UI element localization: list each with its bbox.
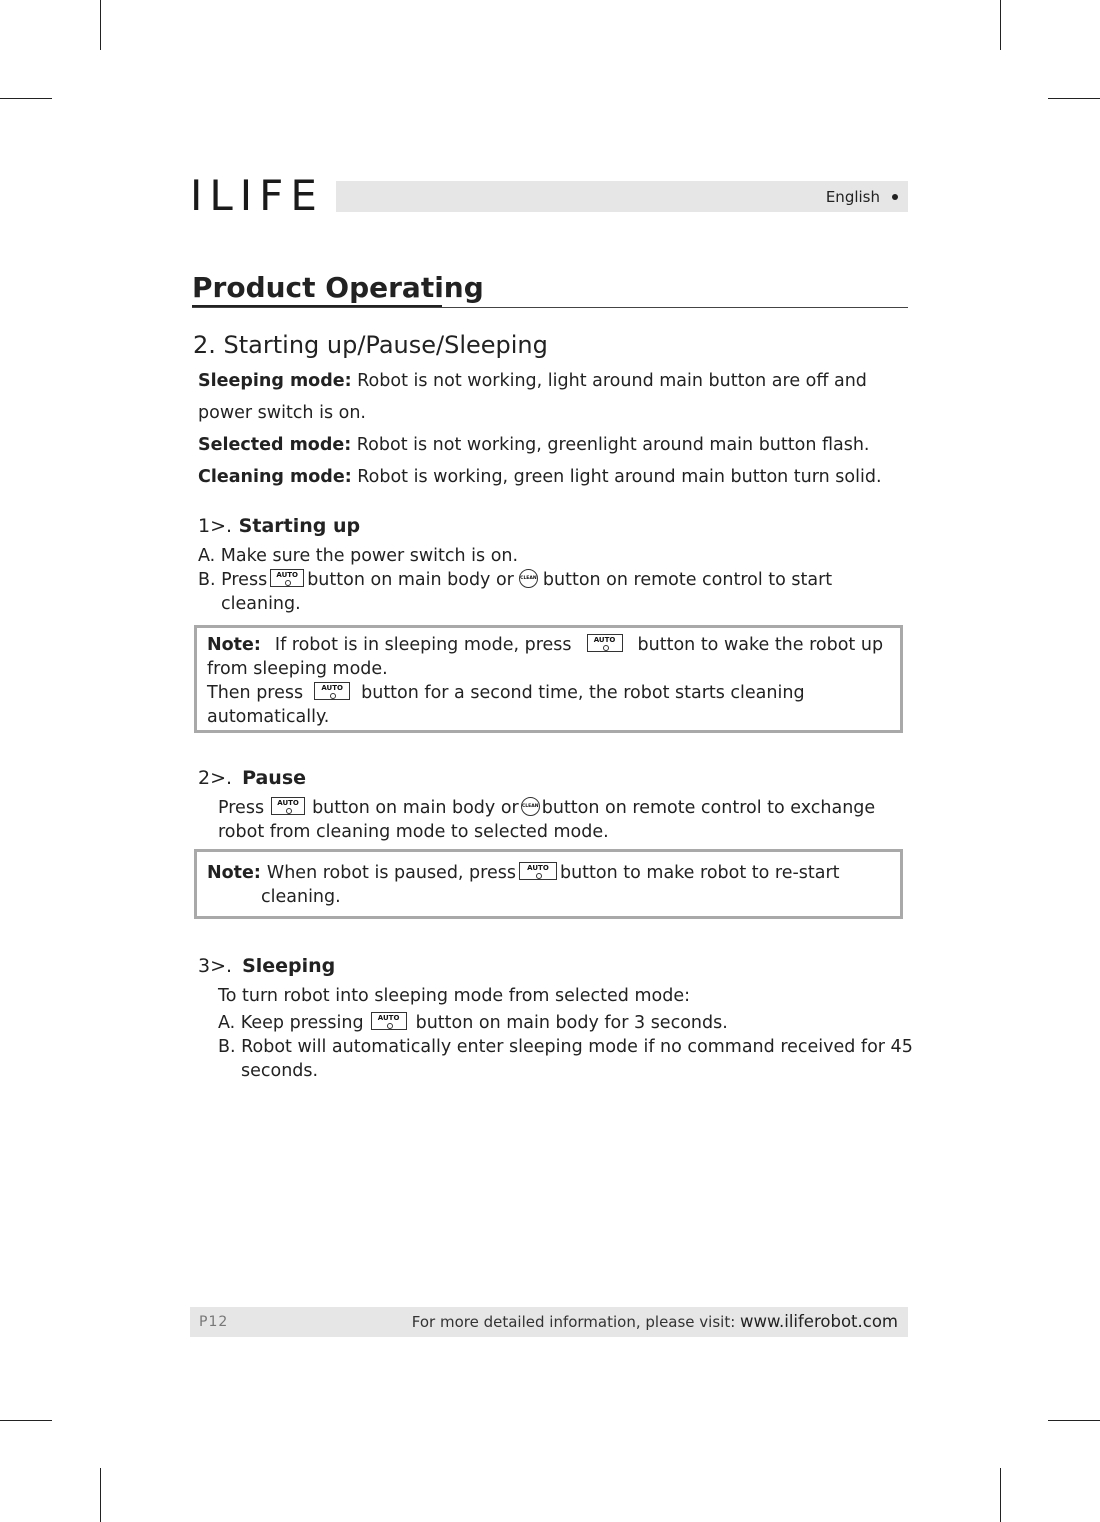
auto-icon-label: AUTO [321, 684, 343, 692]
heading-sleeping [198, 953, 335, 979]
footer-bar [190, 1307, 908, 1337]
pause-line [218, 796, 875, 820]
auto-icon-label: AUTO [377, 1014, 400, 1022]
note-label: Note: [207, 635, 261, 655]
heading-number: 3>. [198, 955, 233, 977]
power-icon [536, 873, 542, 879]
clean-button-icon [521, 797, 540, 816]
note-box-pause [194, 849, 903, 919]
power-icon [603, 645, 609, 651]
language-label: English [825, 188, 880, 206]
power-icon [286, 808, 292, 814]
title-underline [192, 305, 442, 307]
pause-line: robot from cleaning mode to selected mode. [218, 822, 609, 842]
note-line [207, 633, 883, 657]
crop-mark [100, 0, 101, 50]
language-indicator [826, 187, 898, 207]
auto-button-icon [314, 682, 350, 700]
auto-icon-label: AUTO [593, 636, 616, 644]
starting-step-b [198, 568, 832, 592]
mode-label: Selected mode: [198, 435, 352, 455]
heading-pause [198, 765, 306, 791]
bullet-icon [892, 194, 898, 200]
heading-text: Pause [242, 767, 307, 789]
footer-info [412, 1312, 898, 1332]
mode-text: Robot is not working, greenlight around main button flash. [351, 435, 870, 455]
note-line [207, 861, 840, 885]
mode-sleeping [198, 369, 867, 393]
clean-icon-label: CLEAN [520, 575, 537, 581]
mode-sleeping-cont [198, 401, 366, 425]
step-text: button on main body or [312, 798, 519, 818]
crop-mark [1000, 0, 1001, 50]
auto-icon-label: AUTO [277, 799, 299, 807]
step-text: Press [218, 798, 265, 818]
crop-mark [100, 1468, 101, 1522]
crop-mark [0, 1420, 52, 1421]
step-text: button on main body or [307, 570, 514, 590]
note-line: automatically. [207, 707, 330, 727]
note-text: When robot is paused, press [266, 863, 516, 883]
note-line [207, 681, 805, 705]
note-text: If robot is in sleeping mode, press [274, 635, 572, 655]
heading-starting-up [198, 513, 360, 539]
clean-icon-label: CLEAN [522, 803, 539, 809]
auto-button-icon [270, 569, 304, 587]
auto-button-icon [519, 862, 557, 880]
heading-text: Sleeping [242, 955, 336, 977]
mode-text: Robot is working, green light around main button turn solid. [351, 467, 882, 487]
power-icon [330, 693, 336, 699]
mode-label: Cleaning mode: [198, 467, 352, 487]
page-number: P12 [199, 1314, 229, 1330]
note-line: from sleeping mode. [207, 659, 388, 679]
sleeping-step-a [218, 1011, 728, 1035]
mode-selected [198, 433, 870, 457]
crop-mark [1048, 98, 1100, 99]
power-icon [387, 1023, 393, 1029]
step-text: button on remote control to start [542, 570, 833, 590]
step-text: A. Keep pressing [218, 1013, 364, 1033]
note-text: button to make robot to re-start [559, 863, 840, 883]
note-line: cleaning. [261, 887, 341, 907]
clean-button-icon [519, 569, 538, 588]
page-title: Product Operating [192, 271, 484, 304]
sleeping-step-b: B. Robot will automatically enter sleeping mode if no command received for 45 [218, 1037, 913, 1057]
crop-mark [0, 98, 52, 99]
brand-logo: ILIFE [190, 171, 324, 220]
sleeping-intro: To turn robot into sleeping mode from selected mode: [218, 986, 691, 1006]
note-text: Then press [207, 683, 304, 703]
website-link[interactable]: www.iliferobot.com [740, 1312, 898, 1331]
heading-text: Starting up [232, 515, 361, 537]
sleeping-step-b-cont: seconds. [241, 1061, 319, 1081]
step-text: button on remote control to exchange [541, 798, 876, 818]
auto-button-icon [271, 797, 305, 815]
crop-mark [1000, 1468, 1001, 1522]
crop-mark [1048, 1420, 1100, 1421]
mode-cleaning [198, 465, 882, 489]
mode-label: Sleeping mode: [198, 371, 352, 391]
step-text: button on main body for 3 seconds. [415, 1013, 728, 1033]
step-text: B. Press [198, 570, 268, 590]
auto-button-icon [371, 1012, 407, 1030]
footer-text: For more detailed information, please visit: [411, 1313, 741, 1331]
note-label: Note: [207, 863, 261, 883]
note-box-starting [194, 625, 903, 733]
heading-number: 2>. [198, 767, 233, 789]
title-divider [192, 307, 908, 308]
mode-text: Robot is not working, light around main button are off and [351, 371, 867, 391]
section-title: 2. Starting up/Pause/Sleeping [193, 331, 548, 359]
auto-icon-label: AUTO [527, 864, 549, 872]
note-text: button for a second time, the robot starts cleaning [361, 683, 805, 703]
mode-text: power switch is on. [198, 403, 366, 423]
heading-number: 1>. [198, 515, 233, 537]
power-icon [285, 580, 291, 586]
note-text: button to wake the robot up [637, 635, 884, 655]
auto-icon-label: AUTO [276, 571, 299, 579]
auto-button-icon [587, 634, 623, 652]
starting-step-a: A. Make sure the power switch is on. [198, 546, 519, 566]
starting-step-b-cont: cleaning. [221, 594, 301, 614]
header-bar [336, 181, 908, 212]
